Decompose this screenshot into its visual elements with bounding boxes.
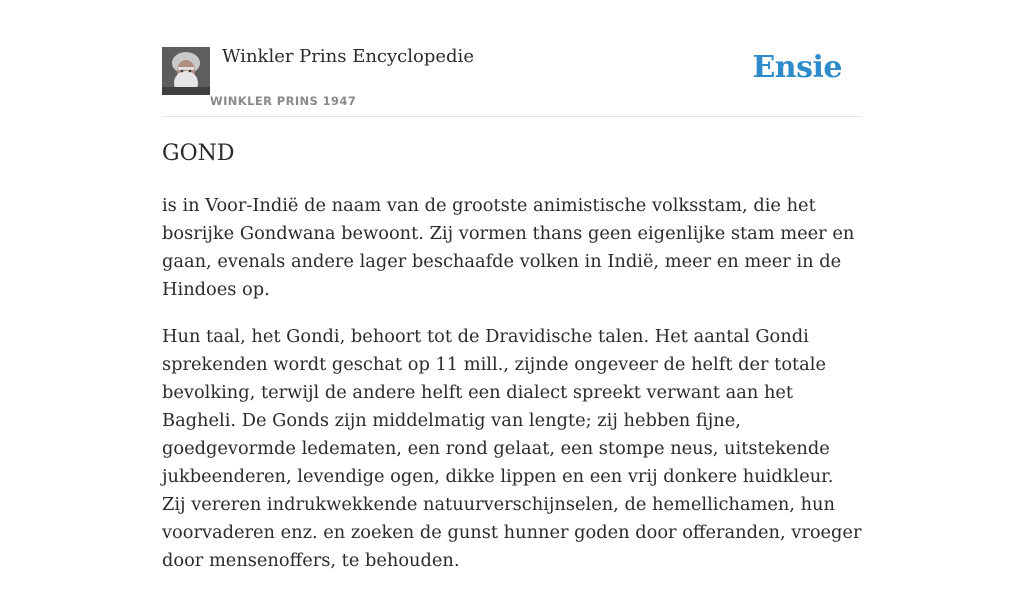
article-paragraph: is in Voor-Indië de naam van de grootste animistische volksstam, die het bosrijke Gondwana bewoont. Zij vormen thans geen eigenlijke stam meer en gaan, evenals andere lager beschaafde volken in Indië, meer en meer in de Hindoes op. — [162, 195, 855, 300]
author-avatar[interactable] — [162, 47, 210, 95]
article-title: GOND — [162, 141, 235, 166]
article-body — [162, 192, 862, 594]
portrait-image — [162, 47, 210, 95]
source-edition: WINKLER PRINS 1947 — [210, 94, 357, 108]
article-paragraph: Hun taal, het Gondi, behoort tot de Dravidische talen. Het aantal Gondi sprekenden wordt geschat op 11 mill., zijnde ongeveer de helft der totale bevolking, terwijl de andere helft een dialect spreekt verwant aan het Bagheli. De Gonds zijn middelmatig van lengte; zij hebben fijne, goedgevormde ledematen, een rond gelaat, een stompe neus, uitstekende jukbeenderen, levendige ogen, dikke lippen en een vrij donkere huidkleur. Zij vereren indrukwekkende natuurverschijnselen, de hemellichamen, hun voorvaderen enz. en zoeken de gunst hunner goden door offeranden, vroeger door mensenoffers, te behouden. — [162, 326, 862, 571]
source-name[interactable]: Winkler Prins Encyclopedie — [222, 46, 474, 67]
article-page — [162, 0, 862, 571]
brand-logo[interactable]: Ensie — [752, 50, 842, 85]
article-header — [162, 0, 862, 117]
